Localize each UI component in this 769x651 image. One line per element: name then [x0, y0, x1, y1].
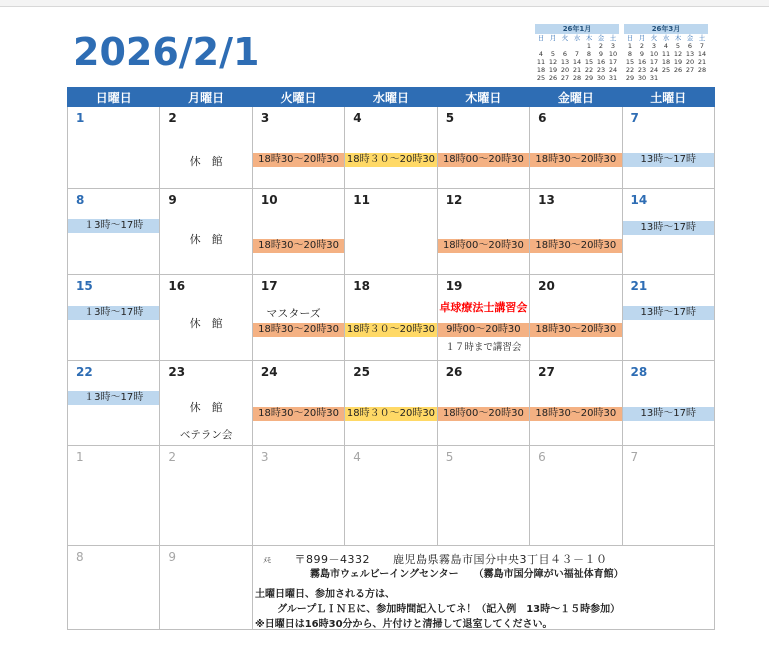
- mini-day: [684, 74, 696, 82]
- mini-weekday: 日: [626, 34, 634, 42]
- day-number: 18: [353, 279, 370, 293]
- day-cell[interactable]: [437, 446, 529, 546]
- event-bar: 18時30～20時30: [530, 153, 621, 167]
- mini-day: 10: [649, 50, 659, 58]
- day-cell[interactable]: [68, 107, 160, 189]
- mini-day: 3: [610, 42, 616, 50]
- mini-day: [559, 42, 571, 50]
- veteran-label: ベテラン会: [179, 429, 233, 441]
- event-bar: 18時30～20時30: [253, 323, 344, 337]
- mini-day: 2: [598, 42, 604, 50]
- day-number: 10: [260, 193, 278, 207]
- address-text: 〒899－4332 鹿児島県霧島市国分中央3丁目４３－１０: [294, 553, 608, 566]
- day-number: 4: [353, 450, 361, 464]
- day-cell[interactable]: [530, 107, 622, 189]
- mini-weekday: 木: [585, 34, 593, 42]
- day-cell[interactable]: [622, 275, 714, 361]
- day-cell[interactable]: [622, 107, 714, 189]
- mini-day: 27: [560, 74, 570, 82]
- day-number: 5: [445, 111, 455, 125]
- event-bar: １3時～17時: [68, 219, 159, 233]
- event-bar: 18時30～20時30: [530, 239, 621, 253]
- day-number: 16: [168, 279, 186, 293]
- day-number: 3: [260, 450, 269, 464]
- memo-label: ﾒﾓ: [263, 556, 271, 565]
- day-number: 11: [353, 193, 370, 207]
- window-top-edge: [0, 0, 769, 7]
- weekday-header: 火曜日: [252, 88, 344, 107]
- closed-label: 休 館: [189, 155, 223, 168]
- day-cell[interactable]: [437, 107, 529, 189]
- day-number: 27: [538, 365, 555, 379]
- mini-day: 20: [560, 66, 570, 74]
- mini-calendar-header: 26年1月: [535, 24, 619, 34]
- mini-day: [547, 42, 559, 50]
- day-cell[interactable]: [622, 189, 714, 275]
- mini-day: 12: [673, 50, 683, 58]
- event-bar: １3時～17時: [68, 306, 159, 320]
- mini-day: 31: [649, 74, 659, 82]
- mini-day: 23: [596, 66, 606, 74]
- event-bar: 18時30～20時30: [530, 323, 621, 337]
- event-bar: 18時３０～20時30: [346, 408, 436, 419]
- day-cell[interactable]: [160, 546, 252, 630]
- closed-label: 休 館: [189, 317, 223, 330]
- day-number: 2: [168, 111, 177, 125]
- weekday-header-row: [68, 88, 715, 107]
- day-cell[interactable]: [68, 189, 160, 275]
- mini-day: 1: [627, 42, 633, 50]
- mini-day: 7: [574, 50, 580, 58]
- day-cell[interactable]: [437, 189, 529, 275]
- note-line-1: 土曜日曜日、参加される方は、: [255, 589, 395, 600]
- mini-day: 5: [550, 50, 556, 58]
- mini-day: 23: [637, 66, 647, 74]
- day-number: 7: [630, 111, 639, 125]
- mini-day: 28: [697, 66, 707, 74]
- mini-day: 21: [572, 66, 582, 74]
- day-cell[interactable]: [530, 361, 622, 446]
- mini-day: 26: [673, 66, 683, 74]
- mini-day: 9: [598, 50, 604, 58]
- day-number: 5: [445, 450, 454, 464]
- weekday-header: 水曜日: [345, 88, 437, 107]
- mini-day: 29: [584, 74, 594, 82]
- mini-day: 16: [637, 58, 647, 66]
- day-number: 1: [76, 450, 84, 464]
- day-number: 15: [76, 279, 93, 293]
- mini-weekday: 土: [698, 34, 706, 42]
- weekday-header: 月曜日: [160, 88, 252, 107]
- weekday-header: 土曜日: [622, 88, 714, 107]
- event-bar: 13時～17時: [623, 221, 714, 235]
- week-row: [68, 189, 715, 275]
- mini-weekday: 水: [662, 34, 670, 42]
- day-number: 7: [630, 450, 639, 464]
- mini-day: [660, 74, 672, 82]
- weekday-header: 木曜日: [437, 88, 529, 107]
- event-bar: 18時00～20時30: [438, 153, 529, 167]
- day-cell[interactable]: [530, 446, 622, 546]
- day-cell[interactable]: [160, 189, 252, 275]
- mini-calendar-next: [624, 24, 708, 82]
- mini-day: 30: [596, 74, 606, 82]
- day-cell[interactable]: [252, 107, 344, 189]
- day-number: 6: [538, 111, 547, 125]
- day-number: 24: [260, 365, 278, 379]
- mini-weekday: 水: [573, 34, 581, 42]
- day-cell[interactable]: [252, 189, 344, 275]
- mini-day: 12: [548, 58, 558, 66]
- mini-weekday: 土: [609, 34, 617, 42]
- day-cell[interactable]: [530, 189, 622, 275]
- event-bar: 18時30～20時30: [253, 407, 344, 421]
- mini-day: 10: [608, 50, 618, 58]
- mini-day: [696, 74, 708, 82]
- day-cell[interactable]: [530, 275, 622, 361]
- mini-day: 1: [586, 42, 592, 50]
- week-row: [68, 107, 715, 189]
- day-cell[interactable]: [68, 546, 160, 630]
- mini-day: 7: [699, 42, 705, 50]
- day-number: 17: [260, 279, 278, 293]
- mini-weekday: 木: [674, 34, 682, 42]
- mini-weekday: 日: [537, 34, 545, 42]
- day-cell[interactable]: [68, 361, 160, 446]
- note-line-3: ※日曜日は16時30分から、片付けと清掃して退室してください。: [255, 619, 553, 630]
- day-number: 8: [76, 550, 84, 564]
- seminar-title: 卓球療法士講習会: [439, 301, 528, 314]
- mini-day: 6: [562, 50, 568, 58]
- mini-day: [535, 42, 547, 50]
- mini-day: 5: [675, 42, 681, 50]
- day-cell[interactable]: [437, 361, 529, 446]
- day-cell[interactable]: [160, 361, 252, 446]
- mini-day: 22: [584, 66, 594, 74]
- day-cell[interactable]: [437, 275, 529, 361]
- day-cell[interactable]: [252, 275, 344, 361]
- day-number: 21: [630, 279, 648, 293]
- day-number: 26: [445, 365, 463, 379]
- day-number: 2: [168, 450, 177, 464]
- day-cell[interactable]: [345, 275, 437, 361]
- mini-day: 17: [608, 58, 618, 66]
- mini-day: 11: [536, 58, 546, 66]
- mini-weekday: 月: [638, 34, 646, 42]
- week-row: [68, 275, 715, 361]
- mini-calendar-prev: [535, 24, 619, 82]
- mini-day: 18: [536, 66, 546, 74]
- mini-day: 29: [625, 74, 635, 82]
- closed-label: 休 館: [189, 233, 223, 246]
- day-cell[interactable]: [252, 446, 344, 546]
- day-cell[interactable]: [160, 275, 252, 361]
- mini-day: 30: [637, 74, 647, 82]
- day-number: 23: [168, 365, 186, 379]
- mini-day: 9: [639, 50, 645, 58]
- mini-day: 15: [584, 58, 594, 66]
- mini-weekday: 月: [549, 34, 557, 42]
- event-bar: 18時30～20時30: [253, 239, 344, 253]
- month-calendar: [67, 87, 715, 630]
- day-number: 9: [168, 550, 177, 564]
- mini-day: 26: [548, 74, 558, 82]
- day-cell[interactable]: [252, 361, 344, 446]
- mini-day: 8: [586, 50, 592, 58]
- mini-day: 25: [536, 74, 546, 82]
- day-cell[interactable]: [160, 446, 252, 546]
- day-number: 8: [76, 193, 85, 207]
- mini-weekday: 金: [597, 34, 605, 42]
- seminar-note: １７時まで講習会: [445, 342, 522, 353]
- page-title: 2026/2/1: [73, 30, 260, 74]
- mini-day: 14: [697, 50, 707, 58]
- event-bar: 18時30～20時30: [530, 407, 621, 421]
- day-number: 6: [538, 450, 546, 464]
- mini-day: 16: [596, 58, 606, 66]
- mini-day: 6: [687, 42, 693, 50]
- venue-text: 霧島市ウェルビーイングセンター （霧島市国分障がい福祉体育館）: [310, 569, 624, 580]
- mini-weekday: 火: [650, 34, 658, 42]
- day-number: 28: [630, 365, 648, 379]
- day-number: 9: [168, 193, 177, 207]
- day-number: 19: [445, 279, 463, 293]
- mini-day: 18: [661, 58, 671, 66]
- mini-calendar-header: 26年3月: [624, 24, 708, 34]
- mini-day: 19: [548, 66, 558, 74]
- mini-day: 8: [627, 50, 633, 58]
- day-number: 22: [76, 365, 93, 379]
- mini-day: 20: [685, 58, 695, 66]
- event-bar: 13時～17時: [623, 407, 714, 421]
- mini-day: 4: [663, 42, 669, 50]
- mini-day: 24: [608, 66, 618, 74]
- mini-day: [672, 74, 684, 82]
- day-cell[interactable]: [622, 446, 714, 546]
- week-row: [68, 361, 715, 446]
- day-cell[interactable]: [345, 107, 437, 189]
- closed-label: 休 館: [189, 401, 223, 414]
- mini-day: 15: [625, 58, 635, 66]
- mini-day: 24: [649, 66, 659, 74]
- mini-day: 28: [572, 74, 582, 82]
- event-bar: 13時～17時: [623, 153, 714, 167]
- mini-day: 11: [661, 50, 671, 58]
- day-number: 4: [353, 111, 362, 125]
- event-bar: 18時30～20時30: [253, 153, 344, 167]
- day-cell[interactable]: [622, 361, 714, 446]
- day-cell[interactable]: [68, 446, 160, 546]
- masters-label: マスターズ: [266, 307, 321, 320]
- mini-day: 19: [673, 58, 683, 66]
- memo-block: [255, 552, 655, 632]
- day-cell[interactable]: [345, 446, 437, 546]
- mini-day: 17: [649, 58, 659, 66]
- day-cell[interactable]: [160, 107, 252, 189]
- day-number: 13: [538, 193, 555, 207]
- day-number: 25: [353, 365, 370, 379]
- mini-day: 13: [685, 50, 695, 58]
- event-bar: 13時～17時: [623, 306, 714, 320]
- day-number: 14: [630, 193, 648, 207]
- day-cell[interactable]: [345, 189, 437, 275]
- event-bar: 18時00～20時30: [438, 239, 529, 253]
- mini-day: 31: [608, 74, 618, 82]
- day-number: 3: [260, 111, 270, 125]
- mini-weekday: 金: [686, 34, 694, 42]
- event-bar: 18時３０～20時30: [346, 154, 436, 165]
- mini-day: 27: [685, 66, 695, 74]
- note-line-2: グループＬＩＮＥに、参加時間記入してネ！（記入例 13時～１５時参加）: [277, 604, 621, 615]
- mini-day: 21: [697, 58, 707, 66]
- mini-day: 25: [661, 66, 671, 74]
- day-number: 1: [76, 111, 85, 125]
- mini-day: 2: [639, 42, 645, 50]
- mini-day: [571, 42, 583, 50]
- weekday-header: 日曜日: [68, 88, 160, 107]
- event-bar: 18時３０～20時30: [346, 324, 436, 335]
- mini-weekday: 火: [561, 34, 569, 42]
- event-bar: １3時～17時: [68, 391, 159, 405]
- mini-day: 22: [625, 66, 635, 74]
- day-cell[interactable]: [68, 275, 160, 361]
- weekday-header: 金曜日: [530, 88, 622, 107]
- day-cell[interactable]: [345, 361, 437, 446]
- week-row: [68, 446, 715, 546]
- day-number: 12: [445, 193, 463, 207]
- event-bar: 18時00～20時30: [438, 407, 529, 421]
- day-number: 20: [538, 279, 555, 293]
- mini-day: 13: [560, 58, 570, 66]
- mini-day: 14: [572, 58, 582, 66]
- mini-day: 4: [538, 50, 544, 58]
- mini-day: 3: [651, 42, 657, 50]
- event-bar: 9時00～20時30: [438, 323, 529, 337]
